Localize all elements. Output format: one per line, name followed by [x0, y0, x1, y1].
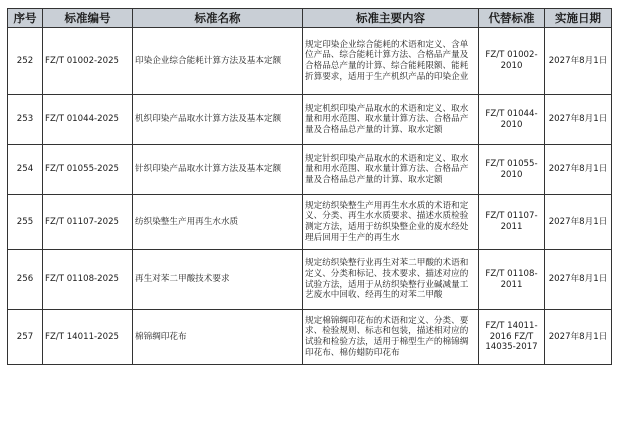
standard-content: 规定纺织染整行业再生对苯二甲酸的术语和定义、分类和标记、技术要求、描述对应的试验方法，适用于从纺织染整行业碱减量工艺废水中回收、经再生的对苯二甲酸 — [303, 250, 479, 310]
standard-name: 印染企业综合能耗计算方法及基本定额 — [133, 28, 303, 95]
standard-code: FZ/T 01002-2025 — [43, 28, 133, 95]
table-row — [8, 195, 612, 250]
table-row — [8, 250, 612, 310]
header-name: 标准名称 — [133, 9, 303, 28]
table-row — [8, 310, 612, 365]
standard-code: FZ/T 01055-2025 — [43, 145, 133, 195]
replaced-standard: FZ/T 01044-2010 — [479, 95, 545, 145]
effective-date: 2027年8月1日 — [545, 28, 612, 95]
standard-code: FZ/T 01107-2025 — [43, 195, 133, 250]
standard-name: 再生对苯二甲酸技术要求 — [133, 250, 303, 310]
effective-date: 2027年8月1日 — [545, 145, 612, 195]
replaced-standard: FZ/T 01107-2011 — [479, 195, 545, 250]
standard-content: 规定针织印染产品取水的术语和定义、取水量和用水范围、取水量计算方法、合格品产量及合格品总产量的计算、取水定额 — [303, 145, 479, 195]
row-number: 252 — [8, 28, 43, 95]
table-row — [8, 28, 612, 95]
replaced-standard: FZ/T 01055-2010 — [479, 145, 545, 195]
effective-date: 2027年8月1日 — [545, 250, 612, 310]
standard-code: FZ/T 01108-2025 — [43, 250, 133, 310]
table-row — [8, 95, 612, 145]
replaced-standard: FZ/T 14011-2016 FZ/T 14035-2017 — [479, 310, 545, 365]
effective-date: 2027年8月1日 — [545, 95, 612, 145]
header-num: 序号 — [8, 9, 43, 28]
header-desc: 标准主要内容 — [303, 9, 479, 28]
header-rep: 代替标准 — [479, 9, 545, 28]
replaced-standard: FZ/T 01002-2010 — [479, 28, 545, 95]
standard-name: 针织印染产品取水计算方法及基本定额 — [133, 145, 303, 195]
standard-name: 棉锦绸印花布 — [133, 310, 303, 365]
effective-date: 2027年8月1日 — [545, 310, 612, 365]
standard-content: 规定印染企业综合能耗的术语和定义、含单位产品、综合能耗计算方法、合格品产量及合格品总产量的计算、综合能耗限额、能耗折算要求，适用于生产机织产品的印染企业 — [303, 28, 479, 95]
row-number: 257 — [8, 310, 43, 365]
row-number: 253 — [8, 95, 43, 145]
header-code: 标准编号 — [43, 9, 133, 28]
standard-content: 规定棉锦绸印花布的术语和定义、分类、要求、检验规则、标志和包装，描述相对应的试验和检验方法，适用于棉型生产的棉锦绸印花布、棉仿蜡防印花布 — [303, 310, 479, 365]
table-row — [8, 145, 612, 195]
header-date: 实施日期 — [545, 9, 612, 28]
standard-code: FZ/T 01044-2025 — [43, 95, 133, 145]
standard-code: FZ/T 14011-2025 — [43, 310, 133, 365]
standards-table — [7, 8, 612, 365]
row-number: 255 — [8, 195, 43, 250]
standard-content: 规定机织印染产品取水的术语和定义、取水量和用水范围、取水量计算方法、合格品产量及合格品总产量的计算、取水定额 — [303, 95, 479, 145]
row-number: 256 — [8, 250, 43, 310]
effective-date: 2027年8月1日 — [545, 195, 612, 250]
standard-name: 机织印染产品取水计算方法及基本定额 — [133, 95, 303, 145]
row-number: 254 — [8, 145, 43, 195]
header-row — [8, 9, 612, 28]
standard-content: 规定纺织染整生产用再生水水质的术语和定义、分类、再生水水质要求、描述水质检验测定方法，适用于纺织染整企业的废水经处理后回用于生产的再生水 — [303, 195, 479, 250]
replaced-standard: FZ/T 01108-2011 — [479, 250, 545, 310]
standard-name: 纺织染整生产用再生水水质 — [133, 195, 303, 250]
